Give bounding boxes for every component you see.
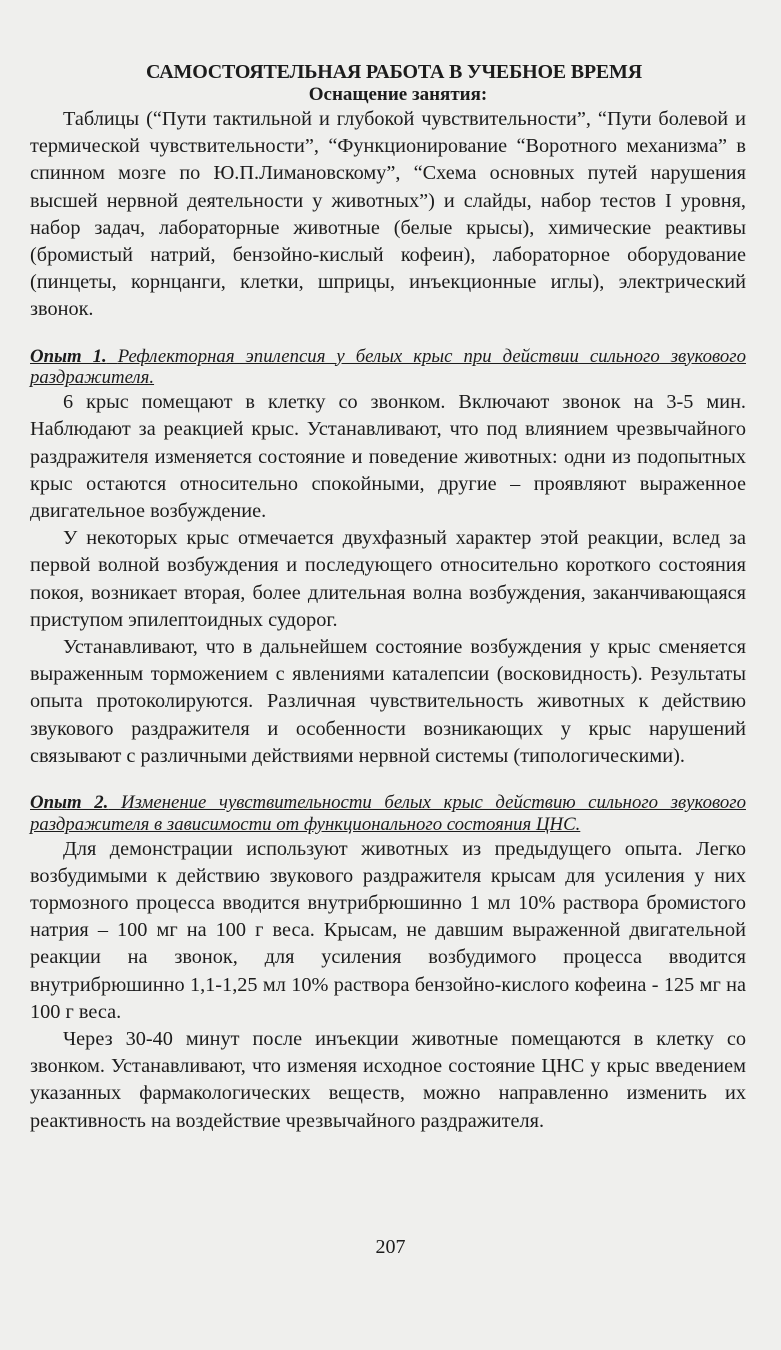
experiment-1-title: Рефлекторная эпилепсия у белых крыс при действии сильного звукового раздражителя. xyxy=(30,345,747,389)
experiment-1-paragraph-3: Устанавливают, что в дальнейшем состояние возбуждения у крыс сменяется выраженным торможением с явлениями каталепсии (восковидность). Результаты опыта протоколируются. Различная чувствительность животных к действию звукового раздражителя и особенности возникающих у крыс нарушений связывают с различными действиями нервной системы (типологическими). xyxy=(30,636,746,767)
section-title: САМОСТОЯТЕЛЬНАЯ РАБОТА В УЧЕБНОЕ ВРЕМЯ xyxy=(146,61,642,83)
experiment-1-heading xyxy=(30,346,746,390)
experiment-2-label: Опыт 2. xyxy=(30,792,109,814)
experiment-1-label: Опыт 1. xyxy=(30,345,107,367)
spacer xyxy=(30,324,746,346)
section-subtitle: Оснащение занятия: xyxy=(308,84,488,105)
experiment-1-paragraph-1: 6 крыс помещают в клетку со звонком. Включают звонок на 3-5 мин. Наблюдают за реакцией крыс. Устанавливают, что под влиянием чрезвычайного раздражителя изменяется состояние и поведение животных: одни из подопытных крыс остаются относительно спокойными, другие – проявляют выраженное двигательное возбуждение. xyxy=(30,391,746,523)
experiment-2-paragraph-1: Для демонстрации используют животных из предыдущего опыта. Легко возбудимыми к действию звукового раздражителя крысам для усиления у них тормозного процесса вводится внутрибрюшинно 1 мл 10% раствора бромистого натрия – 100 мг на 100 г веса. Крысам, не давшим выраженной двигательной реакции на звонок, для усиления возбудимого процесса вводится внутрибрюшинно 1,1-1,25 мл 10% раствора бензойно-кислого кофеина - 125 мг на 100 г веса. xyxy=(30,837,746,1023)
equipment-paragraph: Таблицы (“Пути тактильной и глубокой чувствительности”, “Пути болевой и термической чувствительности”, “Функционирование “Воротного механизма” в спинном мозге по Ю.П.Лимановскому”, “Схема основных путей нарушения высшей нервной деятельности у животных”) и слайды, набор тестов I уровня, набор задач, лабораторные животные (белые крысы), химические реактивы (бромистый натрий, бензойно-кислый кофеин), лабораторное оборудование (пинцеты, корнцанги, клетки, шприцы, инъекционные иглы), электрический звонок. xyxy=(30,108,746,321)
spacer xyxy=(30,770,746,792)
experiment-2-title: Изменение чувствительности белых крыс действию сильного звукового раздражителя в зависимости от функционального состояния ЦНС. xyxy=(30,792,746,835)
experiment-2-heading xyxy=(30,792,746,836)
page-number: 207 xyxy=(375,1236,406,1258)
page-content xyxy=(30,60,746,1135)
experiment-2-paragraph-2: Через 30-40 минут после инъекции животные помещаются в клетку со звонком. Устанавливают, что изменяя исходное состояние ЦНС у крыс введением указанных фармакологических веществ, можно направленно изменить их реактивность на воздействие чрезвычайного раздражителя. xyxy=(30,1028,746,1132)
experiment-1-paragraph-2: У некоторых крыс отмечается двухфазный характер этой реакции, вслед за первой волной возбуждения и последующего относительно короткого состояния покоя, возникает вторая, более длительная волна возбуждения, заканчивающаяся приступом эпилептоидных судорог. xyxy=(30,527,746,631)
